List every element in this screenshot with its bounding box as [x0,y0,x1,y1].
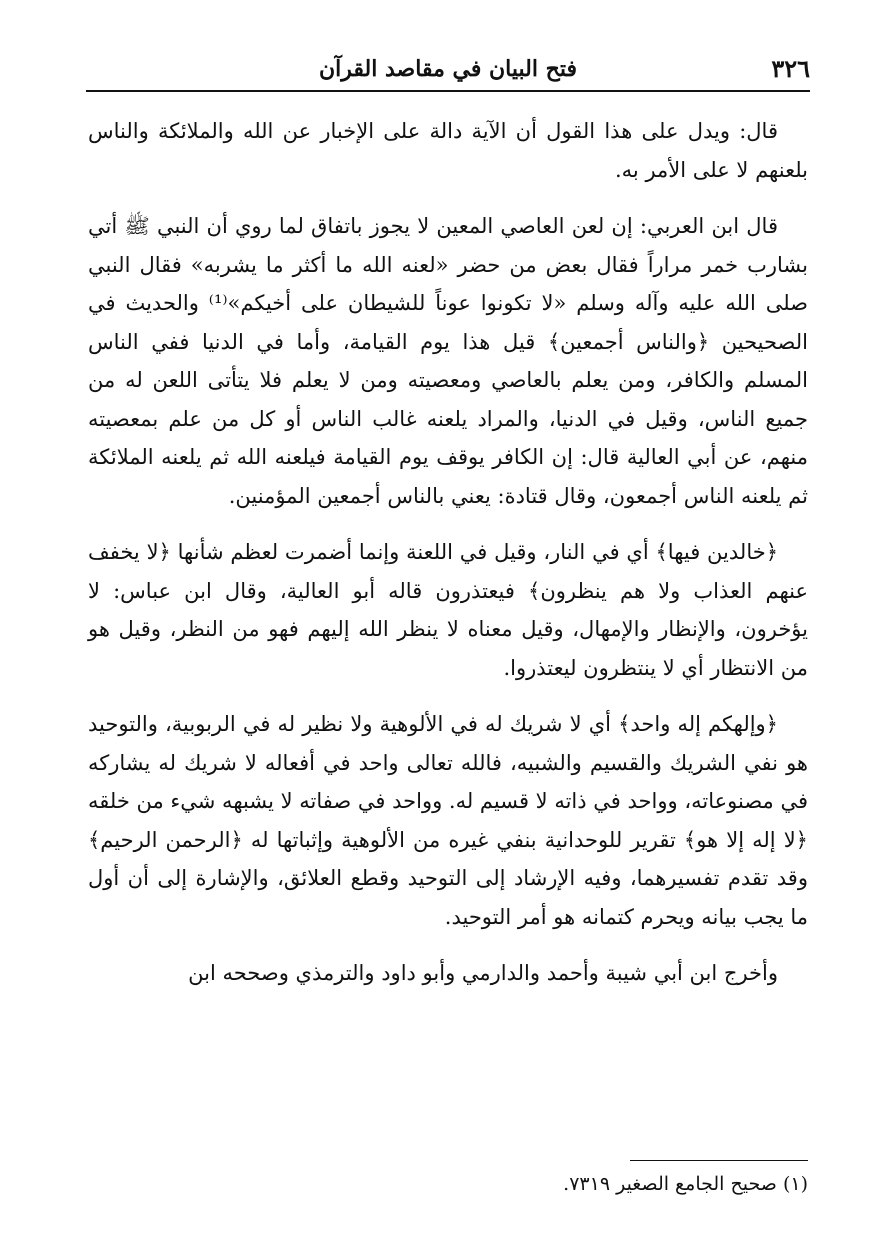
paragraph: ﴿خالدين فيها﴾ أي في النار، وقيل في اللعنة وإنما أضمرت لعظم شأنها ﴿لا يخفف عنهم العذاب ولا هم ينظرون﴾ فيعتذرون قاله أبو العالية، وقال ابن عباس: لا يؤخرون، والإنظار والإمهال، وقيل معناه لا ينظر الله إليهم فهو من النظر، وقيل هو من الانتظار أي لا ينتظرون ليعتذروا. [88,540,808,680]
footnote-divider [630,1160,808,1161]
main-text [88,112,808,1011]
paragraph: ﴿وإلهكم إله واحد﴾ أي لا شريك له في الألوهية ولا نظير له في الربوبية، والتوحيد هو نفي الشريك والقسيم والشبيه، فالله تعالى واحد في أفعاله لا شريك له يشاركه في مصنوعاته، وواحد في ذاته لا قسيم له. وواحد في صفاته لا يشبهه شيء من خلقه ﴿لا إله إلا هو﴾ تقرير للوحدانية بنفي غيره من الألوهية وإثباتها له ﴿الرحمن الرحيم﴾ وقد تقدم تفسيرهما، وفيه الإرشاد إلى التوحيد وقطع العلائق، والإشارة إلى أن أول ما يجب بيانه ويحرم كتمانه هو أمر التوحيد. [88,712,808,929]
page-number: ٣٢٦ [771,54,810,83]
paragraph: قال ابن العربي: إن لعن العاصي المعين لا يجوز باتفاق لما روي أن النبي ﷺ أتي بشارب خمر مراراً فقال بعض من حضر «لعنه الله ما أكثر ما يشربه» فقال النبي صلى الله عليه وآله وسلم «لا تكونوا عوناً للشيطان على أخيكم»⁽¹⁾ والحديث في الصحيحين ﴿والناس أجمعين﴾ قيل هذا يوم القيامة، وأما في الدنيا ففي الناس المسلم والكافر، ومن يعلم بالعاصي ومعصيته ومن لا يعلم فلا يتأتى اللعن له من جميع الناس، وقيل في الدنيا، والمراد يلعنه غالب الناس أو كل من علم بمعصيته منهم، عن أبي العالية قال: إن الكافر يوقف يوم القيامة فيلعنه الله ثم يلعنه الملائكة ثم يلعنه الناس أجمعون، وقال قتادة: يعني بالناس أجمعين المؤمنين. [88,214,809,508]
footnote: (١) صحيح الجامع الصغير ٧٣١٩. [563,1173,808,1195]
running-title: فتح البيان في مقاصد القرآن [319,56,577,82]
paragraph: وأخرج ابن أبي شيبة وأحمد والدارمي وأبو داود والترمذي وصححه ابن [188,961,778,985]
page-header [86,48,810,92]
paragraph: قال: ويدل على هذا القول أن الآية دالة على الإخبار عن الله والملائكة والناس بلعنهم لا على الأمر به. [88,119,808,182]
